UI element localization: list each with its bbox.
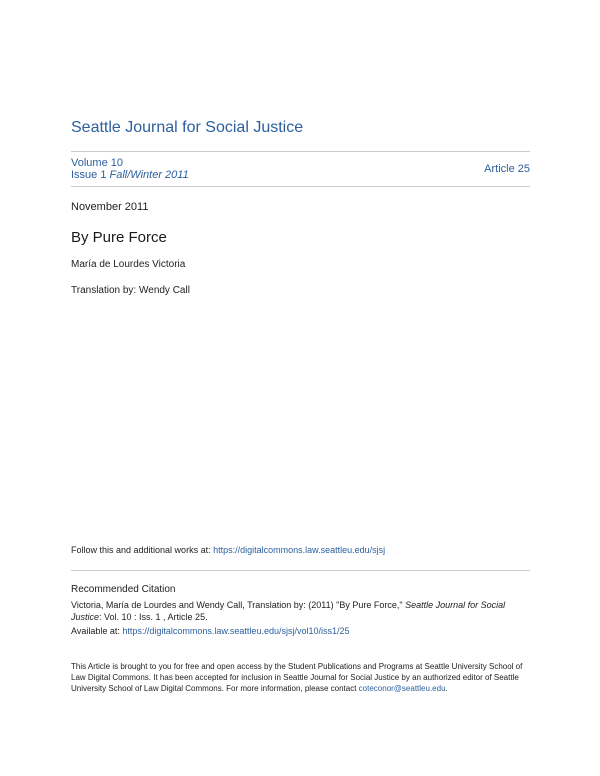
divider-top [71, 151, 530, 152]
issue-line [71, 169, 189, 182]
translator-credit: Translation by: Wendy Call [71, 285, 190, 296]
divider-middle [71, 186, 530, 187]
issue-link[interactable]: Issue 1 [71, 169, 107, 181]
publication-date: November 2011 [71, 201, 149, 213]
available-at-line [71, 626, 350, 636]
journal-title-link[interactable]: Seattle Journal for Social Justice [71, 119, 304, 136]
citation-text [71, 599, 536, 623]
available-link[interactable]: https://digitalcommons.law.seattleu.edu/sjsj/vol10/iss1/25 [122, 626, 350, 636]
citation-journal: Seattle Journal for Social Justice [71, 600, 506, 622]
article-number-link[interactable]: Article 25 [484, 163, 530, 175]
citation-suffix: : Vol. 10 : Iss. 1 , Article 25. [99, 612, 208, 622]
citation-prefix: Victoria, María de Lourdes and Wendy Call, Translation by: (2011) "By Pure Force," [71, 600, 406, 610]
follow-link[interactable]: https://digitalcommons.law.seattleu.edu/sjsj [213, 545, 386, 555]
available-label: Available at: [71, 626, 123, 636]
access-notice [71, 661, 533, 694]
access-notice-text: This Article is brought to you for free and open access by the Student Publications and Programs at Seattle University School of Law Digital Commons. It has been accepted for inclusion in Seattle Journal for Social Justice by an authorized editor of Seattle University School of Law Digital Commons. For more information, please contact [71, 662, 523, 693]
recommended-citation-heading: Recommended Citation [71, 584, 176, 595]
access-notice-end: . [445, 684, 448, 693]
volume-link[interactable]: Volume 10 [71, 157, 123, 169]
author-name: María de Lourdes Victoria [71, 259, 186, 270]
follow-line [71, 545, 385, 555]
issue-season: Fall/Winter 2011 [109, 169, 189, 181]
contact-email-link[interactable]: coteconor@seattleu.edu [358, 684, 446, 693]
divider-bottom [71, 570, 530, 571]
follow-text: Follow this and additional works at: [71, 545, 214, 555]
article-title: By Pure Force [71, 229, 167, 246]
